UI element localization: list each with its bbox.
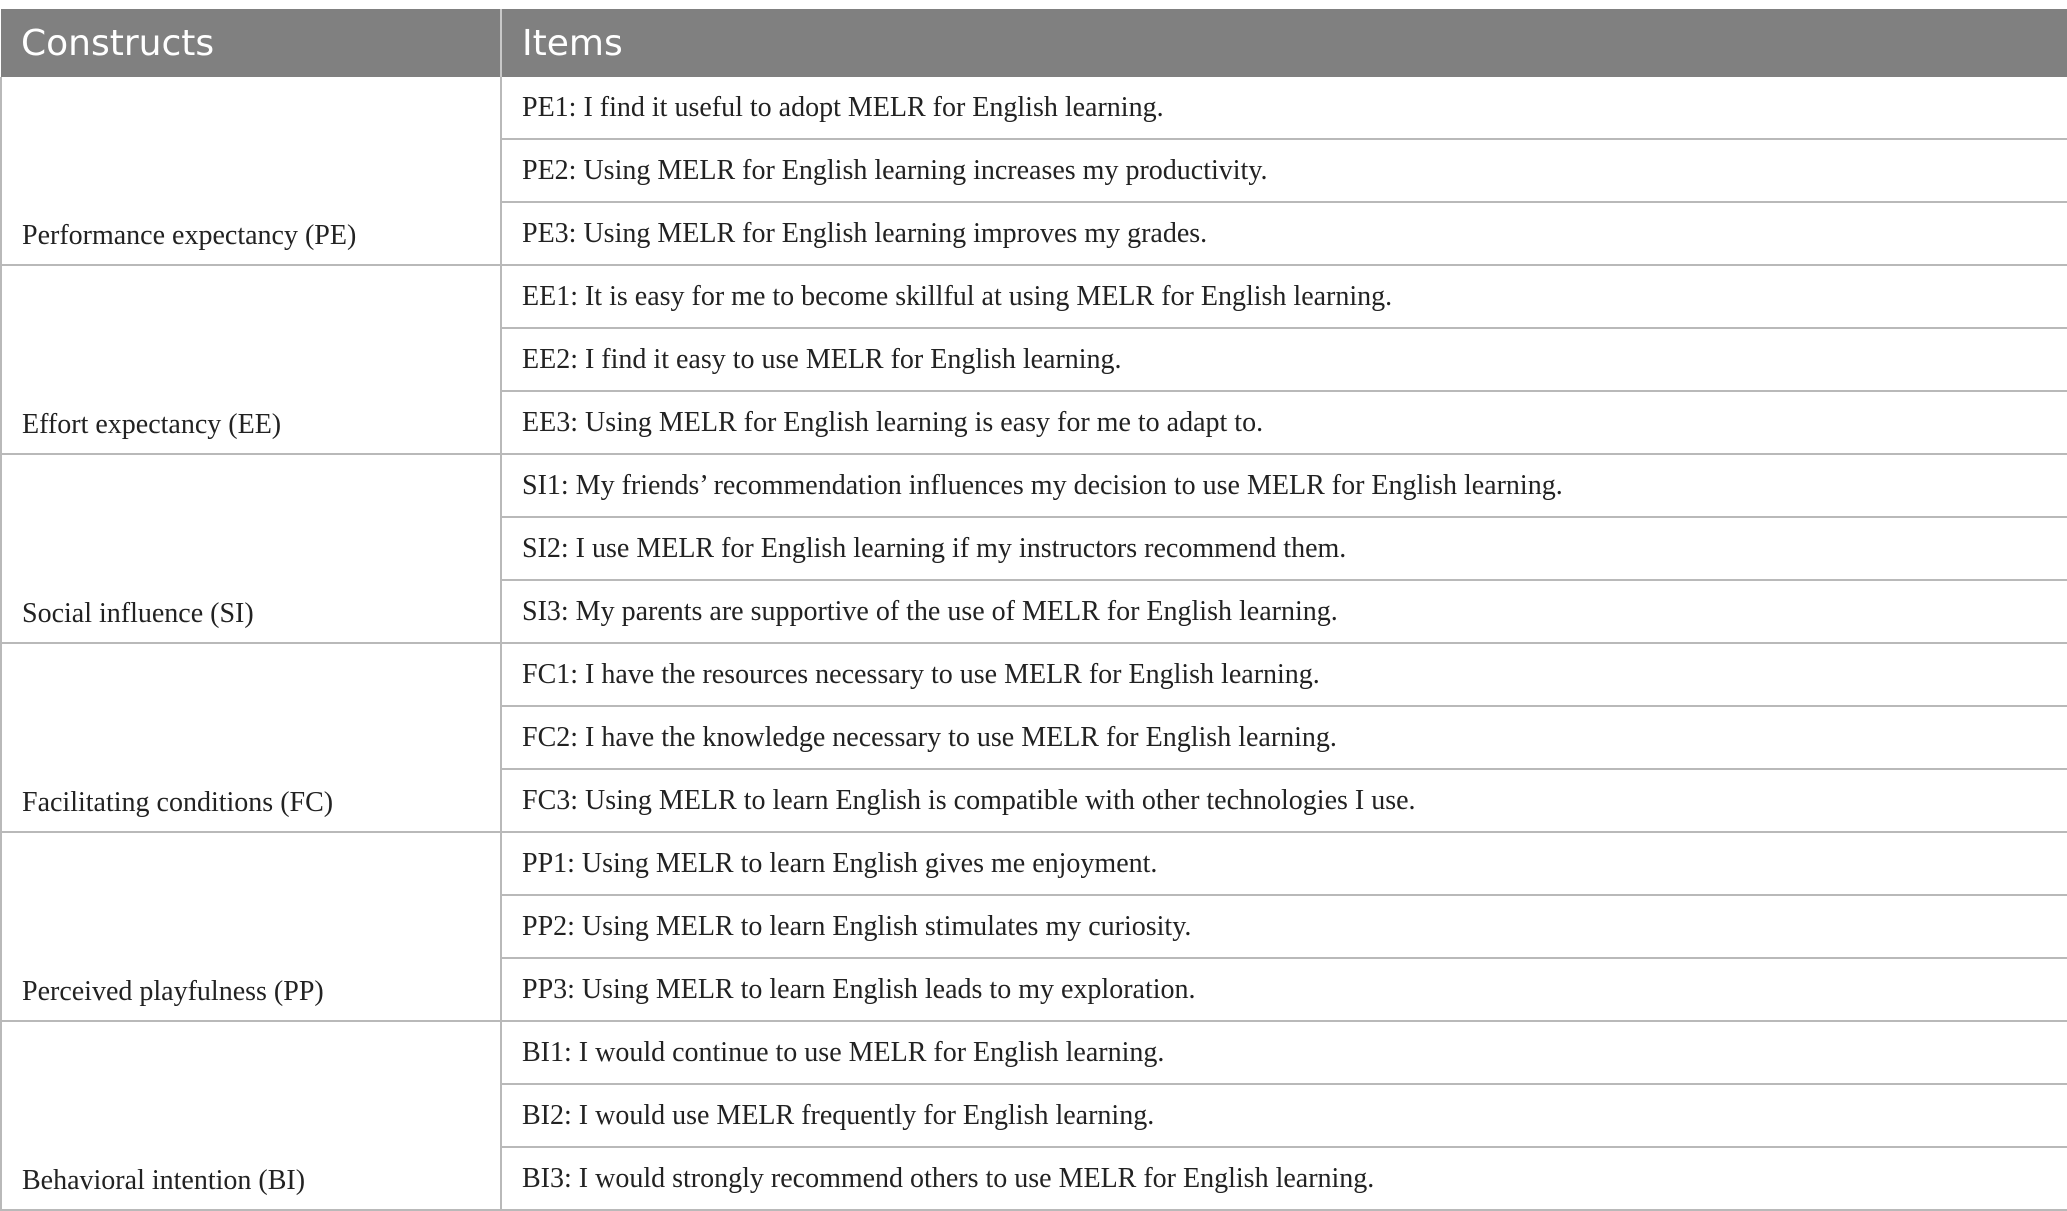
item-cell: PP1: Using MELR to learn English gives me enjoyment. (501, 832, 2067, 895)
constructs-table-container (0, 9, 2067, 1211)
item-cell: EE2: I find it easy to use MELR for English learning. (501, 328, 2067, 391)
header-constructs: Constructs (1, 9, 501, 77)
construct-cell: Social influence (SI) (1, 454, 501, 643)
item-cell: PE2: Using MELR for English learning increases my productivity. (501, 139, 2067, 202)
item-cell: FC1: I have the resources necessary to use MELR for English learning. (501, 643, 2067, 706)
constructs-table (0, 9, 2067, 1211)
item-cell: BI2: I would use MELR frequently for English learning. (501, 1084, 2067, 1147)
table-body (1, 77, 2067, 1210)
table-row (1, 1021, 2067, 1084)
table-header (1, 9, 2067, 77)
table-row (1, 643, 2067, 706)
item-cell: SI2: I use MELR for English learning if my instructors recommend them. (501, 517, 2067, 580)
construct-cell: Behavioral intention (BI) (1, 1021, 501, 1210)
item-cell: FC2: I have the knowledge necessary to use MELR for English learning. (501, 706, 2067, 769)
item-cell: SI3: My parents are supportive of the use of MELR for English learning. (501, 580, 2067, 643)
item-cell: FC3: Using MELR to learn English is compatible with other technologies I use. (501, 769, 2067, 832)
item-cell: PE1: I find it useful to adopt MELR for English learning. (501, 77, 2067, 139)
header-row (1, 9, 2067, 77)
construct-cell: Effort expectancy (EE) (1, 265, 501, 454)
item-cell: BI3: I would strongly recommend others to use MELR for English learning. (501, 1147, 2067, 1210)
item-cell: EE3: Using MELR for English learning is easy for me to adapt to. (501, 391, 2067, 454)
item-cell: PE3: Using MELR for English learning improves my grades. (501, 202, 2067, 265)
header-items: Items (501, 9, 2067, 77)
table-row (1, 77, 2067, 139)
table-row (1, 832, 2067, 895)
construct-cell: Facilitating conditions (FC) (1, 643, 501, 832)
item-cell: PP2: Using MELR to learn English stimulates my curiosity. (501, 895, 2067, 958)
item-cell: BI1: I would continue to use MELR for English learning. (501, 1021, 2067, 1084)
construct-cell: Performance expectancy (PE) (1, 77, 501, 265)
item-cell: EE1: It is easy for me to become skillful at using MELR for English learning. (501, 265, 2067, 328)
construct-cell: Perceived playfulness (PP) (1, 832, 501, 1021)
item-cell: SI1: My friends’ recommendation influences my decision to use MELR for English learning. (501, 454, 2067, 517)
table-row (1, 454, 2067, 517)
table-row (1, 265, 2067, 328)
item-cell: PP3: Using MELR to learn English leads to my exploration. (501, 958, 2067, 1021)
